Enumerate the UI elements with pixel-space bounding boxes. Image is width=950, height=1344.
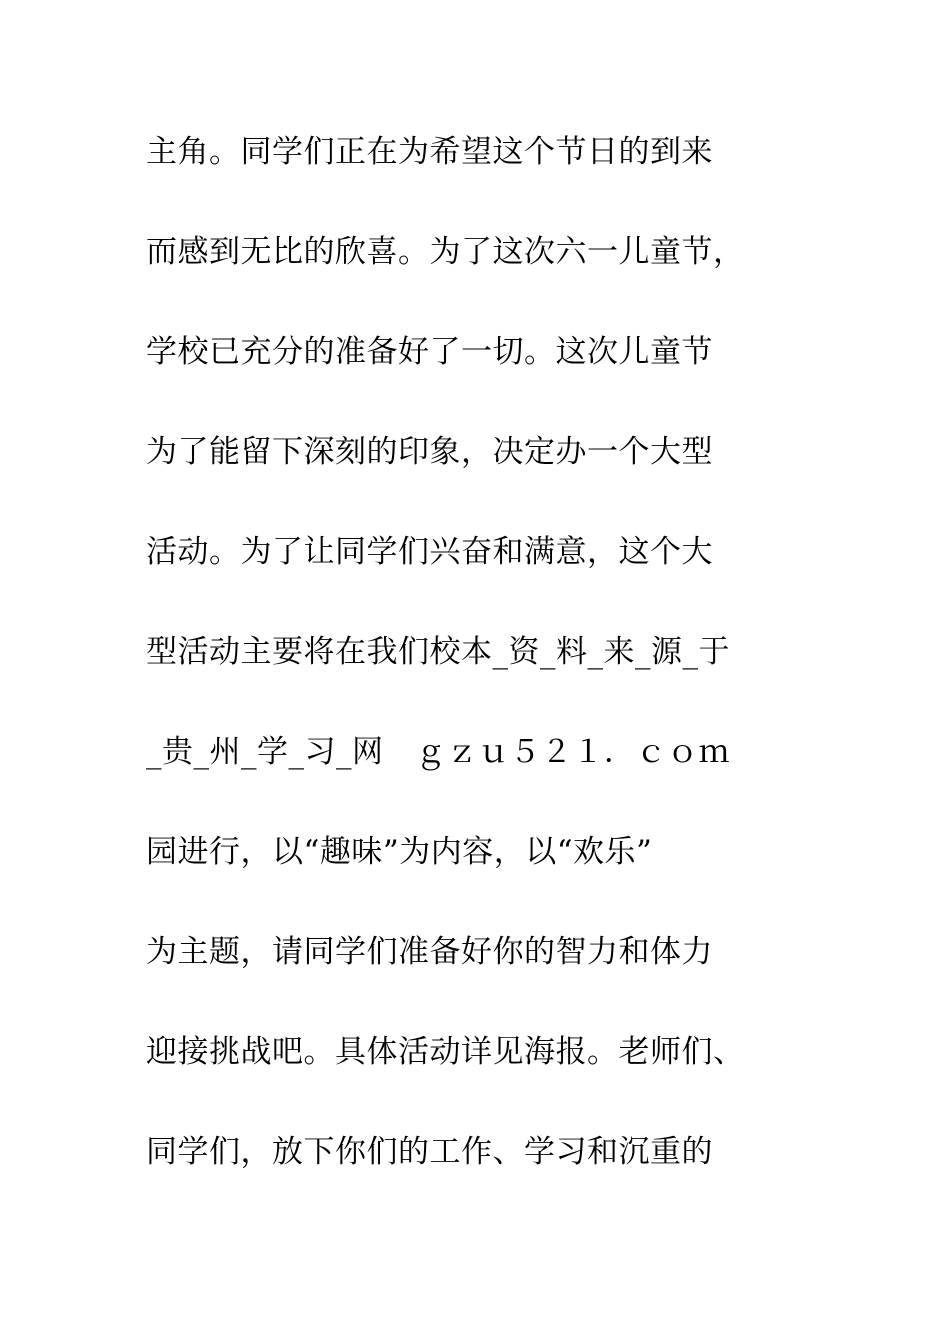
text-line: 迎接挑战吧。具体活动详见海报。老师们、 <box>146 1034 745 1070</box>
text-line: 园进行，以“趣味”为内容，以“欢乐” <box>146 834 653 870</box>
text-line: 而感到无比的欣喜。为了这次六一儿童节， <box>146 234 745 270</box>
text-line: 为主题，请同学们准备好你的智力和体力 <box>146 934 713 970</box>
text-line: _贵_州_学_习_网 ｇｚｕ５２１．ｃｏｍ <box>146 734 730 770</box>
text-line: 为了能留下深刻的印象，决定办一个大型 <box>146 434 713 470</box>
text-line: 主角。同学们正在为希望这个节日的到来 <box>146 134 713 170</box>
text-line: 同学们，放下你们的工作、学习和沉重的 <box>146 1134 713 1170</box>
text-line: 型活动主要将在我们校本_资_料_来_源_于 <box>146 634 730 670</box>
text-line: 活动。为了让同学们兴奋和满意，这个大 <box>146 534 713 570</box>
text-line: 学校已充分的准备好了一切。这次儿童节 <box>146 334 713 370</box>
